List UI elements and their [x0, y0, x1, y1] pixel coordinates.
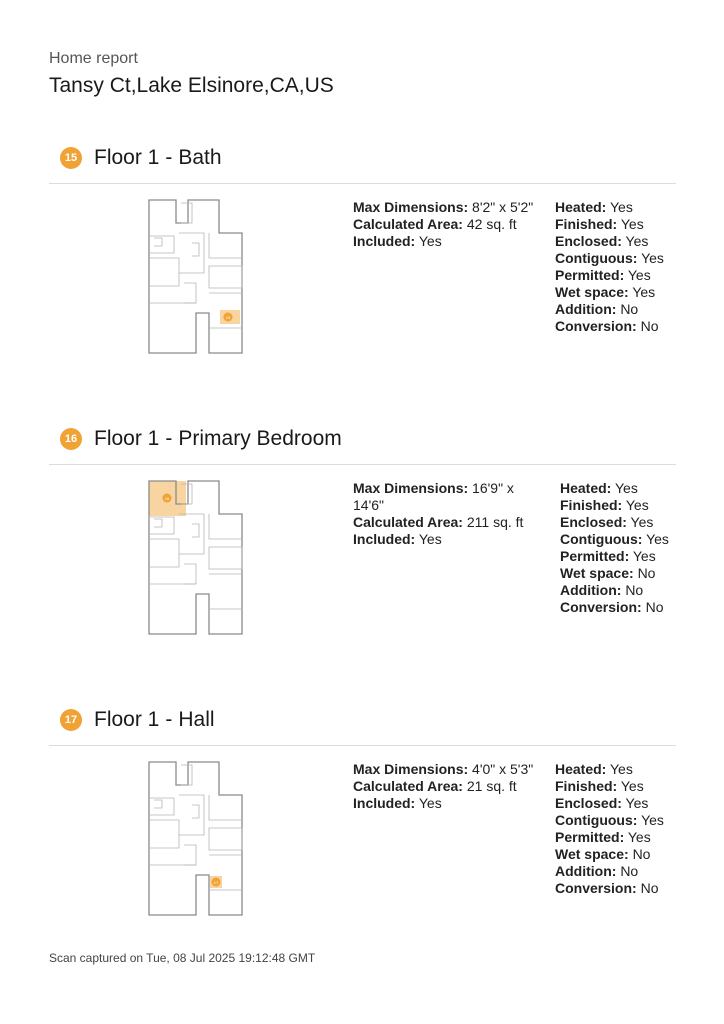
section-divider	[49, 183, 676, 184]
floor-label: Floor 1	[94, 427, 160, 450]
room-section-hall	[49, 705, 676, 965]
attr-contiguous: Contiguous: Yes	[555, 250, 664, 266]
room-details	[353, 199, 538, 250]
attr-heated: Heated: Yes	[555, 199, 633, 215]
room-number-badge: 16	[60, 428, 82, 450]
room-attributes	[560, 480, 672, 616]
included: Included: Yes	[353, 531, 442, 547]
floor-plan-thumbnail	[144, 760, 249, 920]
room-attributes	[555, 761, 676, 897]
room-name: Primary Bedroom	[178, 427, 342, 450]
room-number-badge: 15	[60, 147, 82, 169]
attr-finished: Finished: Yes	[560, 497, 649, 513]
max-dimensions: Max Dimensions: 4'0" x 5'3"	[353, 761, 534, 777]
floor-plan-walls	[149, 762, 242, 915]
section-divider	[49, 745, 676, 746]
scan-timestamp: Scan captured on Tue, 08 Jul 2025 19:12:48 GMT	[49, 951, 316, 965]
room-details	[353, 761, 538, 812]
attr-conversion: Conversion: No	[555, 318, 659, 334]
room-title	[94, 708, 215, 732]
attr-heated: Heated: Yes	[560, 480, 638, 496]
floor-label: Floor 1	[94, 708, 160, 731]
room-title-row	[60, 424, 342, 454]
calculated-area: Calculated Area: 211 sq. ft	[353, 514, 524, 530]
room-marker-label: 16	[164, 496, 170, 501]
room-name: Hall	[178, 708, 215, 731]
attr-addition: Addition: No	[555, 301, 639, 317]
attr-conversion: Conversion: No	[560, 599, 664, 615]
room-number-badge: 17	[60, 709, 82, 731]
room-section-bath	[49, 143, 676, 403]
attr-enclosed: Enclosed: Yes	[555, 795, 649, 811]
attr-wet-space: Wet space: Yes	[555, 284, 656, 300]
room-marker-label: 15	[225, 315, 231, 320]
attr-permitted: Permitted: Yes	[555, 829, 651, 845]
calculated-area: Calculated Area: 42 sq. ft	[353, 216, 517, 232]
room-attributes	[555, 199, 676, 335]
attr-heated: Heated: Yes	[555, 761, 633, 777]
attr-contiguous: Contiguous: Yes	[560, 531, 669, 547]
attr-wet-space: Wet space: No	[555, 846, 651, 862]
title-separator: -	[165, 146, 173, 169]
attr-addition: Addition: No	[555, 863, 639, 879]
section-divider	[49, 464, 676, 465]
attr-enclosed: Enclosed: Yes	[560, 514, 654, 530]
attr-permitted: Permitted: Yes	[560, 548, 656, 564]
max-dimensions: Max Dimensions: 16'9" x 14'6"	[353, 480, 514, 513]
attr-finished: Finished: Yes	[555, 216, 644, 232]
title-separator: -	[165, 427, 173, 450]
attr-enclosed: Enclosed: Yes	[555, 233, 649, 249]
attr-finished: Finished: Yes	[555, 778, 644, 794]
header-label: Home report	[49, 50, 138, 67]
room-title-row	[60, 705, 215, 735]
attr-contiguous: Contiguous: Yes	[555, 812, 664, 828]
floor-plan-walls	[149, 200, 242, 353]
attr-addition: Addition: No	[560, 582, 644, 598]
included: Included: Yes	[353, 795, 442, 811]
room-title	[94, 427, 342, 451]
floor-label: Floor 1	[94, 146, 160, 169]
room-section-primary-bedroom	[49, 424, 676, 684]
room-details	[353, 480, 533, 548]
page-title: Tansy Ct,Lake Elsinore,CA,US	[49, 74, 334, 97]
room-marker-label: 17	[213, 880, 219, 885]
attr-conversion: Conversion: No	[555, 880, 659, 896]
room-title-row	[60, 143, 222, 173]
calculated-area: Calculated Area: 21 sq. ft	[353, 778, 517, 794]
max-dimensions: Max Dimensions: 8'2" x 5'2"	[353, 199, 534, 215]
attr-wet-space: Wet space: No	[560, 565, 656, 581]
attr-permitted: Permitted: Yes	[555, 267, 651, 283]
title-separator: -	[165, 708, 173, 731]
floor-plan-thumbnail	[144, 479, 249, 639]
floor-plan-thumbnail	[144, 198, 249, 358]
room-name: Bath	[178, 146, 222, 169]
included: Included: Yes	[353, 233, 442, 249]
room-title	[94, 146, 222, 170]
